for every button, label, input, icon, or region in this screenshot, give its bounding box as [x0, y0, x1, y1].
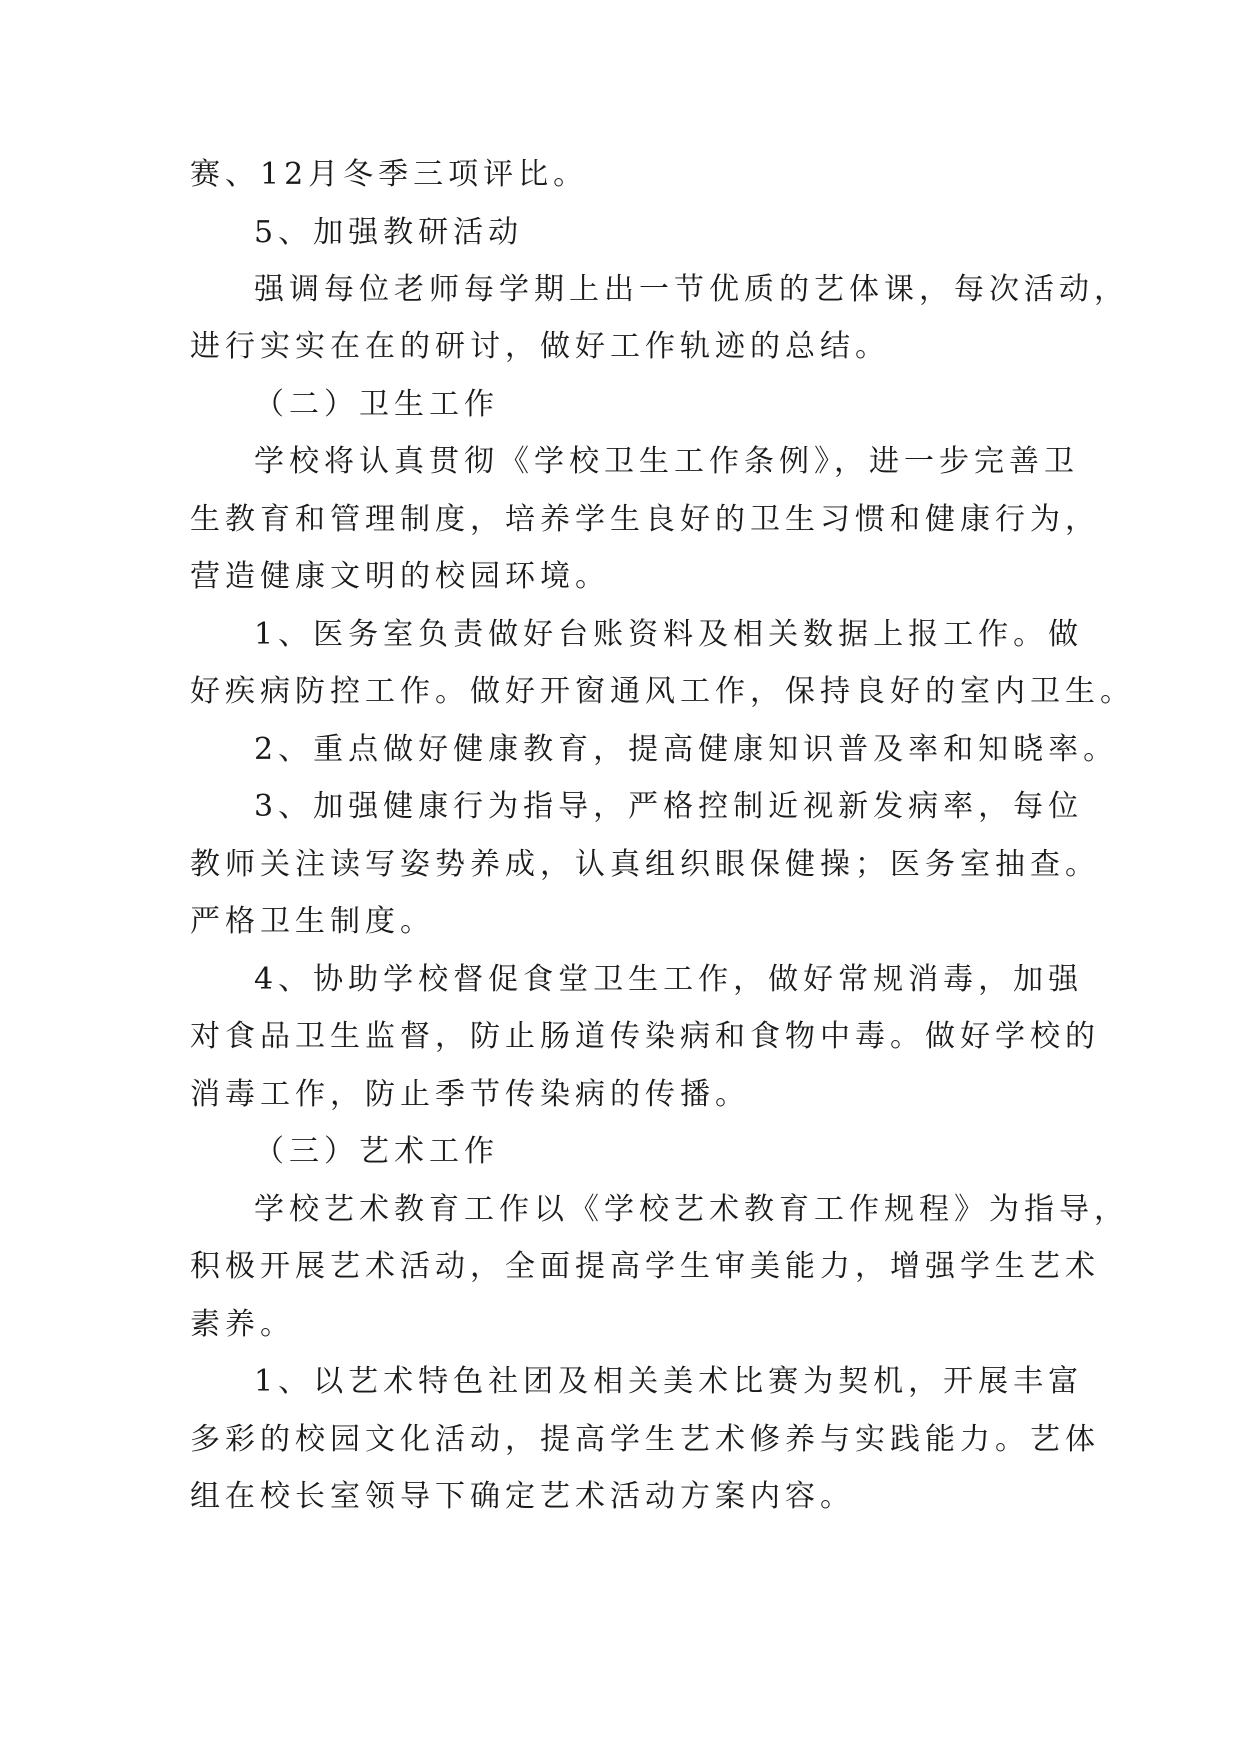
text-line: 组在校长室领导下确定艺术活动方案内容。 — [190, 1479, 855, 1514]
text-line: 多彩的校园文化活动，提高学生艺术修养与实践能力。艺体 — [190, 1422, 1100, 1457]
text-line: 生教育和管理制度，培养学生良好的卫生习惯和健康行为， — [190, 502, 1100, 537]
text-line: 1、以艺术特色社团及相关美术比赛为契机，开展丰富 — [254, 1364, 1084, 1399]
section-heading: （二）卫生工作 — [254, 387, 499, 422]
text-line: 1、医务室负责做好台账资料及相关数据上报工作。做 — [254, 617, 1084, 652]
text-line: 教师关注读写姿势养成，认真组织眼保健操；医务室抽查。 — [190, 847, 1100, 882]
text-line: 素养。 — [190, 1307, 295, 1342]
text-line: 赛、12月冬季三项评比。 — [190, 157, 589, 192]
text-line: 严格卫生制度。 — [190, 904, 435, 939]
section-heading: 5、加强教研活动 — [254, 215, 524, 250]
text-line: 2、重点做好健康教育，提高健康知识普及率和知晓率。 — [254, 732, 1119, 767]
text-line: 积极开展艺术活动，全面提高学生审美能力，增强学生艺术 — [190, 1249, 1100, 1284]
text-line: 对食品卫生监督，防止肠道传染病和食物中毒。做好学校的 — [190, 1019, 1100, 1054]
text-line: 学校将认真贯彻《学校卫生工作条例》，进一步完善卫 — [254, 444, 1079, 479]
text-line: 强调每位老师每学期上出一节优质的艺体课，每次活动， — [254, 272, 1129, 307]
text-line: 4、协助学校督促食堂卫生工作，做好常规消毒，加强 — [254, 962, 1084, 997]
text-line: 消毒工作，防止季节传染病的传播。 — [190, 1077, 750, 1112]
section-heading: （三）艺术工作 — [254, 1134, 499, 1169]
text-line: 学校艺术教育工作以《学校艺术教育工作规程》为指导， — [254, 1192, 1129, 1227]
text-line: 营造健康文明的校园环境。 — [190, 559, 610, 594]
text-line: 3、加强健康行为指导，严格控制近视新发病率，每位 — [254, 789, 1084, 824]
text-line: 好疾病防控工作。做好开窗通风工作，保持良好的室内卫生。 — [190, 674, 1135, 709]
text-line: 进行实实在在的研讨，做好工作轨迹的总结。 — [190, 329, 890, 364]
